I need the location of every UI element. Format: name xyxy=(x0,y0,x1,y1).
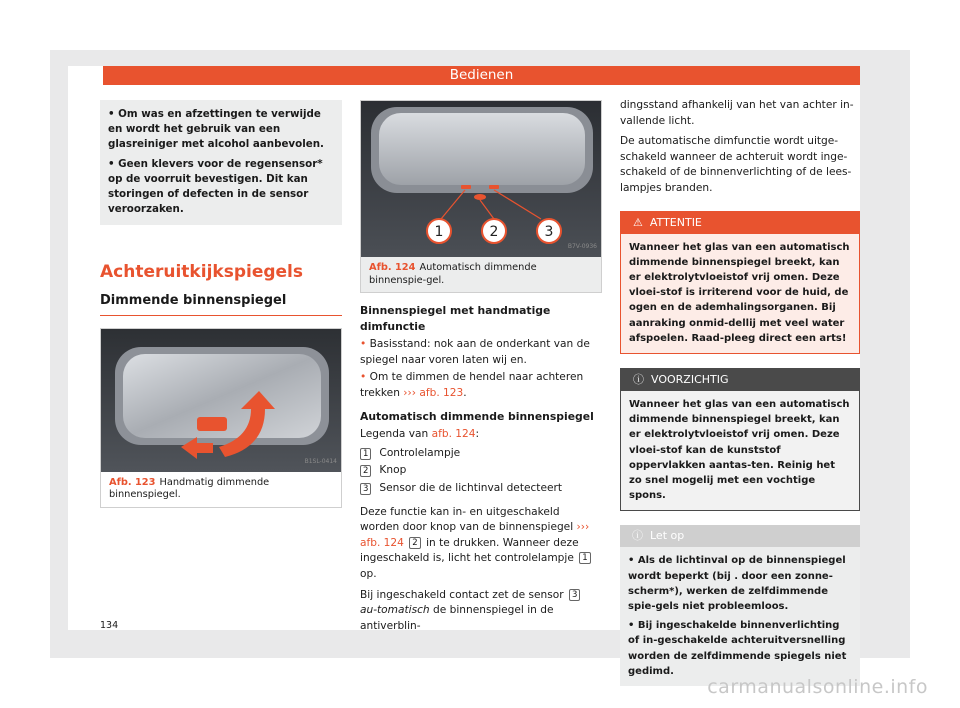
callout-1: 1 xyxy=(434,224,444,240)
callout-3: 3 xyxy=(544,224,554,240)
note-body xyxy=(620,547,860,686)
figure-link[interactable]: ››› afb. 124 xyxy=(360,521,590,549)
warning-triangle-icon: ⚠ xyxy=(633,215,643,229)
paragraph: Bij ingeschakeld contact zet de sensor 3 au-tomatisch de binnenspiegel in de antiverblin- xyxy=(360,588,602,635)
figure-caption: Afb. 123 Handmatig dimmende binnenspiegel. xyxy=(101,472,341,507)
note-header: ⓘ Let op xyxy=(620,525,860,547)
auto-dimming-title: Automatisch dimmende binnenspiegel xyxy=(360,409,594,423)
caution-box xyxy=(620,368,860,511)
right-column xyxy=(620,98,860,686)
legend-item: 2 Knop xyxy=(360,463,602,479)
legend-item: 1 Controlelampje xyxy=(360,446,602,462)
mirror-photo-auto xyxy=(361,101,601,257)
page-number: 134 xyxy=(100,620,119,631)
note-item: • Als de lichtinval op de binnenspiegel wordt beperkt (bij . door een zonne-scherm*), werken de zelfdimmende spie-gels niet probleemloos. xyxy=(628,555,846,613)
figure-link[interactable]: afb. 124 xyxy=(431,428,476,441)
bullet-item: • Om te dimmen de hendel naar achteren trekken ››› afb. 123. xyxy=(360,370,602,401)
warning-header: ⚠ ATTENTIE xyxy=(621,212,859,234)
mirror-illustration xyxy=(101,329,341,472)
warning-text: Wanneer het glas van een automatisch dimmende binnenspiegel breekt, kan er elektrolytvloeistof vrij omen. Deze vloei-stof is irriterend voor de huid, de ogen en de ademhalingsorganen. Bij aanraking onmid-dellij met veel water afspoelen. Raad-pleeg direct een arts! xyxy=(621,234,859,353)
auto-mirror-illustration xyxy=(361,101,601,257)
figure-123 xyxy=(100,328,342,508)
figure-link[interactable]: ››› afb. 123 xyxy=(403,386,464,399)
paragraph: Deze functie kan in- en uitgeschakeld worden door knop van de binnenspiegel ››› afb. 124 2 in te drukken. Wanneer deze ingeschakeld is, licht het controlelampje 1 op. xyxy=(360,505,590,580)
note-item: • Geen klevers voor de regensensor* op de voorruit bevestigen. Dit kan storingen of defecten in de sensor veroorzaken. xyxy=(108,157,323,216)
subsection-title: Dimmende binnenspiegel xyxy=(100,293,287,309)
figure-caption: Afb. 124 Automatisch dimmende binnenspie-gel. xyxy=(361,257,601,292)
figure-code: B7V-0936 xyxy=(567,243,597,251)
paragraph: De automatische dimfunctie wordt uitge-schakeld wanneer de achteruit wordt inge-schakeld of de binnenverlichting of de lees-lampjes branden. xyxy=(620,135,852,194)
paragraph: dingsstand afhankelij van het van achter in-vallende licht. xyxy=(620,99,854,127)
callout-2: 2 xyxy=(489,224,499,240)
left-column xyxy=(100,100,342,508)
caution-circle-icon: ⓘ xyxy=(633,372,644,386)
manual-dimming-title: Binnenspiegel met handmatige dimfunctie xyxy=(360,304,551,333)
notes-box xyxy=(100,100,342,225)
warning-box xyxy=(620,211,860,354)
figure-124 xyxy=(360,100,602,293)
note-item: • Om was en afzettingen te verwijde en wordt het gebruik van een glasreiniger met alcohol aanbevolen. xyxy=(108,108,324,151)
mirror-photo-manual xyxy=(101,329,341,472)
legend-item: 3 Sensor die de lichtinval detecteert xyxy=(360,481,602,497)
legend-list xyxy=(360,446,602,497)
middle-column xyxy=(360,100,602,634)
figure-code: B1SL-0414 xyxy=(304,458,337,466)
section-title: Achteruitkijkspiegels xyxy=(100,262,303,283)
chapter-header: Bedienen xyxy=(103,66,860,85)
note-box xyxy=(620,525,860,686)
caution-header: ⓘ VOORZICHTIG xyxy=(621,369,859,391)
watermark: carmanualsonline.info xyxy=(707,676,928,698)
bullet-item: • Basisstand: nok aan de onderkant van de spiegel naar voren laten wij en. xyxy=(360,337,602,368)
note-item: • Bij ingeschakelde binnenverlichting of in-geschakelde achteruitversnelling worden de zelfdimmende spiegels niet gedimd. xyxy=(628,620,847,677)
legend-intro: Legenda van afb. 124: xyxy=(360,428,480,441)
subsection-rule xyxy=(100,315,342,316)
caution-text: Wanneer het glas van een automatisch dimmende binnenspiegel breekt, kan er elektrolytvloeistof vrij omen. Deze vloei-stof kan de kunststof oppervlakken aantas-ten. Reinig het zo snel mogelij met een vochtige spons. xyxy=(621,391,859,510)
info-icon: ⓘ xyxy=(632,529,643,543)
